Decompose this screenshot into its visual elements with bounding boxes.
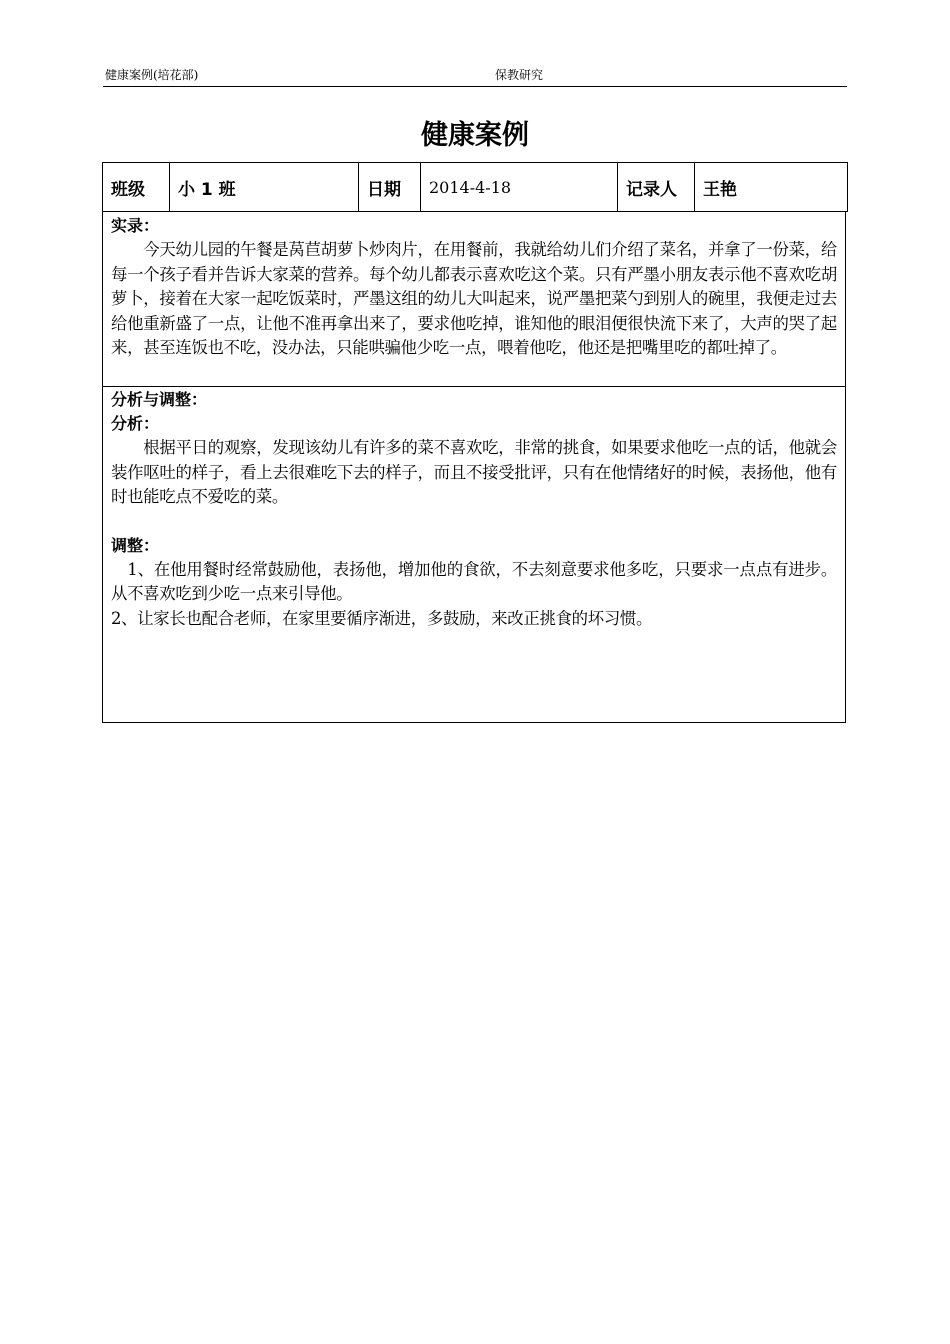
analysis-section — [102, 386, 846, 723]
header-center-text: 保教研究 — [495, 68, 544, 82]
spacer — [111, 510, 837, 534]
class-value: 小 1 班 — [170, 163, 359, 212]
page-header — [103, 66, 847, 87]
info-table — [102, 162, 848, 212]
analysis-text: 根据平日的观察，发现该幼儿有许多的菜不喜欢吃，非常的挑食，如果要求他吃一点的话，他就会装作呕吐的样子，看上去很难吃下去的样子，而且不接受批评，只有在他情绪好的时候，表扬他，他有时也能吃点不爱吃的菜。 — [111, 438, 837, 506]
adjustment-heading: 调整： — [111, 535, 160, 555]
class-label: 班级 — [103, 163, 170, 212]
adjustment-item-1: 1、在他用餐时经常鼓励他，表扬他，增加他的食欲，不去刻意要求他多吃，只要求一点点有进步。从不喜欢吃到少吃一点来引导他。 — [111, 559, 837, 603]
info-row — [103, 163, 848, 212]
document-title: 健康案例 — [421, 120, 529, 151]
record-text: 今天幼儿园的午餐是莴苣胡萝卜炒肉片，在用餐前，我就给幼儿们介绍了菜名，并拿了一份菜，给每一个孩子看并告诉大家菜的营养。每个幼儿都表示喜欢吃这个菜。只有严墨小朋友表示他不喜欢吃胡萝卜，接着在大家一起吃饭菜时，严墨这组的幼儿大叫起来，说严墨把菜勺到别人的碗里，我便走过去给他重新盛了一点，让他不准再拿出来了，要求他吃掉，谁知他的眼泪便很快流下来了，大声的哭了起来，甚至连饭也不吃，没办法，只能哄骗他少吃一点，喂着他吃，他还是把嘴里吃的都吐掉了。 — [111, 240, 837, 357]
date-label: 日期 — [359, 163, 421, 212]
header-left-text: 健康案例(培花部) — [105, 68, 199, 82]
date-value: 2014-4-18 — [421, 163, 618, 212]
record-heading: 实录： — [111, 216, 160, 235]
record-section — [102, 212, 846, 387]
recorder-value: 王艳 — [695, 163, 848, 212]
adjustment-item-2: 2、让家长也配合老师，在家里要循序渐进，多鼓励，来改正挑食的坏习惯。 — [111, 608, 653, 628]
analysis-subheading: 分析： — [111, 414, 160, 433]
recorder-label: 记录人 — [618, 163, 695, 212]
analysis-adjustment-heading: 分析与调整： — [111, 390, 208, 409]
